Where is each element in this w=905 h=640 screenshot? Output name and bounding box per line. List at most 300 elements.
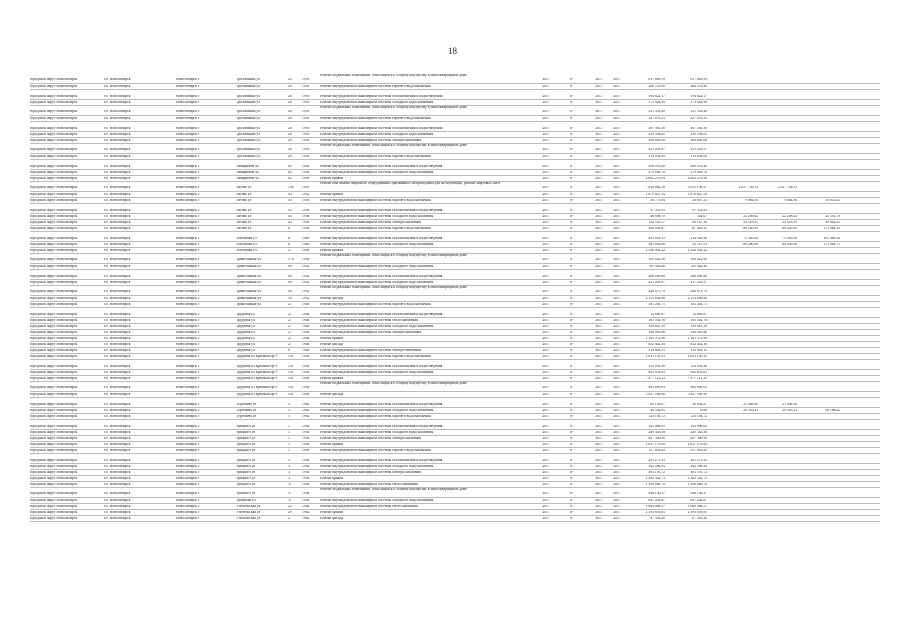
cell-district: г.о. Новосибирск <box>104 402 131 406</box>
cell-build-year: 1962 <box>302 408 310 412</box>
cell-locality: Новосибирск г <box>176 354 200 358</box>
cell-house-number: 3 <box>288 464 290 468</box>
cell-fund-cost: 1 670 847,54 <box>687 192 707 196</box>
cell-street: Титова ул <box>236 220 252 224</box>
cell-end-year: 2017 <box>613 280 621 284</box>
cell-fund-cost: 239 594,05 <box>690 132 707 136</box>
cell-municipality: городской округ Новосибирск <box>30 192 78 196</box>
cell-total-cost: 647 202,87 <box>648 498 665 502</box>
cell-municipality: городской округ Новосибирск <box>30 176 78 180</box>
cell-house-number: 27 <box>288 248 292 252</box>
cell-work-type: Ремонт внутридомовой инженерной системы газоснабжения и водоотведения <box>320 208 443 212</box>
cell-locality: Новосибирск г <box>176 476 200 480</box>
cell-fund-cost: 1 165 372,96 <box>687 336 707 340</box>
cell-end-year: 2017 <box>613 414 621 418</box>
cell-district: г.о. Новосибирск <box>104 132 131 136</box>
cell-start-year: 2017 <box>595 257 603 261</box>
cell-total-cost: 1 390 660,70 <box>645 482 665 486</box>
table-row <box>30 182 880 192</box>
cell-house-number: 5 <box>288 414 290 418</box>
cell-street: Трикотажная ул <box>236 264 261 268</box>
cell-fund-cost: 214 582,98 <box>690 236 707 240</box>
cell-end-year: 2017 <box>613 100 621 104</box>
cell-start-year: 2017 <box>595 154 603 158</box>
cell-start-year: 2017 <box>595 342 603 346</box>
cell-locality: Новосибирск г <box>176 236 200 240</box>
cell-municipality: городской округ Новосибирск <box>30 257 78 261</box>
cell-district: г.о. Новосибирск <box>104 312 131 316</box>
cell-municipality: городской округ Новосибирск <box>30 510 78 514</box>
cell-priority: 6* <box>570 77 574 81</box>
cell-locality: Новосибирск г <box>176 504 200 508</box>
cell-plan-year: 2017 <box>542 280 550 284</box>
cell-municipality: городской округ Новосибирск <box>30 354 78 358</box>
cell-district: г.о. Новосибирск <box>104 109 131 113</box>
cell-municipality: городской округ Новосибирск <box>30 185 78 189</box>
cell-build-year: 1948 <box>302 330 310 334</box>
cell-plan-year: 2017 <box>542 324 550 328</box>
cell-plan-year: 2017 <box>542 257 550 261</box>
table-row <box>30 84 880 90</box>
cell-street: Трудовая ул Красный пр-т <box>236 370 278 374</box>
cell-priority: 6* <box>570 342 574 346</box>
cell-street: Трикотажная ул <box>236 274 261 278</box>
cell-locality: Новосибирск г <box>176 442 200 446</box>
cell-locality: Новосибирск г <box>176 208 200 212</box>
cell-total-cost: 1 669 046,57 <box>645 504 665 508</box>
cell-plan-year: 2017 <box>542 289 550 293</box>
cell-locality: Новосибирск г <box>176 408 200 412</box>
cell-build-year: 1948 <box>302 498 310 502</box>
cell-end-year: 2017 <box>613 296 621 300</box>
table-row <box>30 392 880 398</box>
cell-fund-cost: 4 082 270,94 <box>687 176 707 180</box>
cell-locality: Новосибирск г <box>176 470 200 474</box>
cell-total-cost: 89 192,07 <box>650 402 665 406</box>
cell-district: г.о. Новосибирск <box>104 242 131 246</box>
cell-locality: Новосибирск г <box>176 185 200 189</box>
cell-plan-year: 2017 <box>542 424 550 428</box>
cell-work-type: Ремонт внутридомовой инженерной системы холодного водоснабжения <box>320 498 434 502</box>
cell-start-year: 2017 <box>595 164 603 168</box>
cell-municipality: городской округ Новосибирск <box>30 504 78 508</box>
cell-start-year: 2017 <box>595 192 603 196</box>
cell-plan-year: 2017 <box>542 392 550 396</box>
cell-subsidy-a: 9 884,94 <box>745 198 758 202</box>
cell-end-year: 2017 <box>613 220 621 224</box>
table-row <box>30 354 880 360</box>
cell-fund-cost: 30 802,87 <box>692 402 707 406</box>
cell-end-year: 2017 <box>613 154 621 158</box>
cell-municipality: городской округ Новосибирск <box>30 318 78 322</box>
cell-start-year: 2017 <box>595 504 603 508</box>
cell-municipality: городской округ Новосибирск <box>30 516 78 520</box>
cell-fund-cost: 97 353,83 <box>692 208 707 212</box>
cell-district: г.о. Новосибирск <box>104 236 131 240</box>
cell-plan-year: 2017 <box>542 436 550 440</box>
cell-build-year: 1948 <box>302 348 310 352</box>
cell-work-type: Ремонт внутридомовой инженерной системы газоснабжения и водоотведения <box>320 402 443 406</box>
cell-total-cost: 342 596,94 <box>648 464 665 468</box>
cell-house-number: 27 <box>288 336 292 340</box>
cell-work-type: Ремонт внутридомовой инженерной системы холодного водоснабжения <box>320 408 434 412</box>
cell-build-year: 1958 <box>302 214 310 218</box>
cell-start-year: 2017 <box>595 516 603 520</box>
cell-build-year: 1930 <box>302 248 310 252</box>
cell-subsidy-a: 75 565,08 <box>743 236 758 240</box>
cell-start-year: 2017 <box>595 274 603 278</box>
cell-work-type: Ремонт внутридомовой инженерной системы холодного водоснабжения <box>320 214 434 218</box>
cell-start-year: 2017 <box>595 170 603 174</box>
cell-total-cost: 451 203,97 <box>648 147 665 151</box>
cell-street: Трудовая ул <box>236 312 255 316</box>
cell-priority: 6* <box>570 84 574 88</box>
cell-end-year: 2017 <box>613 424 621 428</box>
cell-fund-cost: 417 203,97 <box>690 280 707 284</box>
cell-priority: 6* <box>570 430 574 434</box>
cell-street: Урицкого ул <box>236 491 256 495</box>
cell-owners-funds: 49 662,31 <box>825 220 840 224</box>
cell-house-number: 22 <box>288 504 292 508</box>
cell-work-type: Ремонт внутридомовой инженерной системы электроснабжения <box>320 348 422 352</box>
cell-priority: 6* <box>570 274 574 278</box>
cell-total-cost: 162 906,63 <box>648 424 665 428</box>
cell-street: Троллейный ул <box>236 84 260 88</box>
cell-locality: Новосибирск г <box>176 491 200 495</box>
cell-street: Титова ул <box>236 185 252 189</box>
cell-municipality: городской округ Новосибирск <box>30 198 78 202</box>
cell-fund-cost: 266 578,40 <box>690 84 707 88</box>
cell-start-year: 2017 <box>595 94 603 98</box>
cell-build-year: 1962 <box>302 414 310 418</box>
cell-locality: Новосибирск г <box>176 126 200 130</box>
cell-district: г.о. Новосибирск <box>104 220 131 224</box>
cell-street: Тополевая ул <box>236 236 257 240</box>
cell-total-cost: 97 353,83 <box>650 208 665 212</box>
cell-fund-cost: 607 300,98 <box>690 436 707 440</box>
cell-locality: Новосибирск г <box>176 510 200 514</box>
cell-locality: Новосибирск г <box>176 77 200 81</box>
cell-plan-year: 2017 <box>542 77 550 81</box>
cell-end-year: 2017 <box>613 448 621 452</box>
cell-work-type: Ремонт внутридомовой инженерной системы газоснабжения и водоотведения <box>320 236 443 240</box>
cell-district: г.о. Новосибирск <box>104 448 131 452</box>
cell-priority: 6* <box>570 318 574 322</box>
cell-plan-year: 2017 <box>542 302 550 306</box>
cell-total-cost: 46 698,70 <box>650 214 665 218</box>
cell-district: г.о. Новосибирск <box>104 458 131 462</box>
cell-plan-year: 2017 <box>542 264 550 268</box>
cell-end-year: 2017 <box>613 242 621 246</box>
cell-house-number: 3 <box>288 458 290 462</box>
cell-street: Титова ул <box>236 208 252 212</box>
cell-end-year: 2017 <box>613 324 621 328</box>
cell-municipality: городской округ Новосибирск <box>30 280 78 284</box>
cell-total-cost: 2 193 859,81 <box>645 510 665 514</box>
cell-total-cost: 286 090,80 <box>648 274 665 278</box>
cell-plan-year: 2017 <box>542 192 550 196</box>
cell-district: г.о. Новосибирск <box>104 364 131 368</box>
cell-locality: Новосибирск г <box>176 458 200 462</box>
cell-end-year: 2017 <box>613 336 621 340</box>
cell-house-number: 101 <box>288 392 294 396</box>
cell-district: г.о. Новосибирск <box>104 138 131 142</box>
cell-work-type: Ремонт внутридомовой инженерной системы электроснабжения <box>320 436 422 440</box>
cell-house-number: 45 <box>288 208 292 212</box>
cell-locality: Новосибирск г <box>176 220 200 224</box>
cell-build-year: 1958 <box>302 176 310 180</box>
cell-fund-cost: 5 827 590,90 <box>687 392 707 396</box>
cell-work-type: Ремонт фасада <box>320 516 344 520</box>
cell-fund-cost: 354,07 <box>696 214 707 218</box>
cell-end-year: 2017 <box>613 208 621 212</box>
cell-build-year: 1936 <box>302 458 310 462</box>
cell-end-year: 2017 <box>613 257 621 261</box>
cell-total-cost: 123 194,72 <box>648 414 665 418</box>
cell-start-year: 2017 <box>595 138 603 142</box>
cell-work-type: Ремонт внутридомовой инженерной системы горячего водоснабжения <box>320 302 431 306</box>
cell-total-cost: 154 033,96 <box>648 364 665 368</box>
cell-street: Трудовая ул Красный пр-т <box>236 385 278 389</box>
cell-plan-year: 2017 <box>542 248 550 252</box>
cell-end-year: 2017 <box>613 126 621 130</box>
cell-start-year: 2017 <box>595 498 603 502</box>
cell-priority: 6* <box>570 424 574 428</box>
cell-locality: Новосибирск г <box>176 214 200 218</box>
cell-street: Трудовая ул Красный пр-т <box>236 392 278 396</box>
cell-build-year: 1936 <box>302 448 310 452</box>
table-row <box>30 74 880 84</box>
cell-locality: Новосибирск г <box>176 94 200 98</box>
cell-municipality: городской округ Новосибирск <box>30 348 78 352</box>
cell-build-year: 1936 <box>302 476 310 480</box>
cell-street: Троллейный ул <box>236 132 260 136</box>
cell-start-year: 2017 <box>595 348 603 352</box>
cell-start-year: 2017 <box>595 470 603 474</box>
cell-priority: 6* <box>570 470 574 474</box>
cell-end-year: 2017 <box>613 510 621 514</box>
cell-plan-year: 2017 <box>542 448 550 452</box>
cell-build-year: 1936 <box>302 482 310 486</box>
cell-end-year: 2017 <box>613 442 621 446</box>
cell-district: г.о. Новосибирск <box>104 442 131 446</box>
cell-start-year: 2017 <box>595 324 603 328</box>
cell-street: Троллейный ул <box>236 100 260 104</box>
cell-street: Урицкого ул <box>236 436 256 440</box>
cell-district: г.о. Новосибирск <box>104 408 131 412</box>
cell-subsidy-b: 22 298,82 <box>782 214 797 218</box>
table-row <box>30 488 880 498</box>
cell-street: Трудовая ул Красный пр-т <box>236 376 278 380</box>
cell-priority: 6* <box>570 330 574 334</box>
cell-start-year: 2017 <box>595 458 603 462</box>
cell-locality: Новосибирск г <box>176 302 200 306</box>
cell-house-number: 27 <box>288 312 292 316</box>
cell-work-type: Ремонт фасада <box>320 342 344 346</box>
cell-fund-cost: 498 976,40 <box>690 164 707 168</box>
cell-build-year: 1959 <box>302 126 310 130</box>
cell-district: г.о. Новосибирск <box>104 170 131 174</box>
cell-district: г.о. Новосибирск <box>104 392 131 396</box>
cell-work-type: Ремонт внутридомовой инженерной системы горячего водоснабжения <box>320 116 431 120</box>
cell-locality: Новосибирск г <box>176 498 200 502</box>
cell-start-year: 2017 <box>595 464 603 468</box>
cell-subsidy-b: 75 565,08 <box>782 236 797 240</box>
cell-work-type: Ремонт внутридомовой инженерной системы газоснабжения и водоотведения <box>320 364 443 368</box>
cell-end-year: 2017 <box>613 318 621 322</box>
cell-build-year: 1952 <box>302 296 310 300</box>
cell-priority: 6* <box>570 385 574 389</box>
cell-municipality: городской округ Новосибирск <box>30 424 78 428</box>
cell-street: Учительская ул <box>236 504 261 508</box>
cell-priority: 6* <box>570 324 574 328</box>
cell-work-type: Ремонт крыши <box>320 176 344 180</box>
cell-work-type: Ремонт внутридомовой инженерной системы электроснабжения <box>320 330 422 334</box>
page-number: 18 <box>448 46 457 56</box>
cell-street: Урицкого ул <box>236 424 256 428</box>
cell-start-year: 2017 <box>595 491 603 495</box>
cell-plan-year: 2017 <box>542 312 550 316</box>
cell-plan-year: 2017 <box>542 370 550 374</box>
cell-municipality: городской округ Новосибирск <box>30 248 78 252</box>
cell-locality: Новосибирск г <box>176 116 200 120</box>
cell-house-number: 27 <box>288 342 292 346</box>
cell-build-year: 1952 <box>302 274 310 278</box>
cell-municipality: городской округ Новосибирск <box>30 154 78 158</box>
cell-plan-year: 2017 <box>542 504 550 508</box>
cell-priority: 6* <box>570 289 574 293</box>
cell-priority: 6* <box>570 312 574 316</box>
cell-locality: Новосибирск г <box>176 132 200 136</box>
cell-work-type: Ремонт крыши <box>320 442 344 446</box>
cell-street: Урицкого ул <box>236 442 256 446</box>
cell-end-year: 2017 <box>613 458 621 462</box>
cell-plan-year: 2017 <box>542 274 550 278</box>
cell-plan-year: 2017 <box>542 476 550 480</box>
cell-priority: 6* <box>570 214 574 218</box>
cell-start-year: 2017 <box>595 312 603 316</box>
cell-priority: 6* <box>570 198 574 202</box>
cell-district: г.о. Новосибирск <box>104 516 131 520</box>
cell-total-cost: 2 540 902,42 <box>645 248 665 252</box>
cell-end-year: 2017 <box>613 392 621 396</box>
cell-subsidy-b: 9 884,94 <box>784 198 797 202</box>
cell-street: Тополевая ул <box>236 248 257 252</box>
cell-fund-cost: 448 673,79 <box>690 289 707 293</box>
cell-house-number: 3 <box>288 470 290 474</box>
cell-district: г.о. Новосибирск <box>104 100 131 104</box>
cell-start-year: 2017 <box>595 176 603 180</box>
cell-end-year: 2017 <box>613 470 621 474</box>
cell-total-cost: 181 202,71 <box>648 302 665 306</box>
cell-municipality: городской округ Новосибирск <box>30 464 78 468</box>
cell-total-cost: 2 031 139,31 <box>645 354 665 358</box>
cell-street: Тургенева ул <box>236 408 257 412</box>
cell-street: Тимирязева ул <box>236 176 259 180</box>
cell-house-number: 101 <box>288 370 294 374</box>
cell-priority: 6* <box>570 402 574 406</box>
cell-total-cost: 266 578,40 <box>648 84 665 88</box>
cell-fund-cost: 342 596,94 <box>690 464 707 468</box>
cell-end-year: 2017 <box>613 364 621 368</box>
row-divider <box>30 359 880 360</box>
cell-plan-year: 2017 <box>542 214 550 218</box>
cell-work-type: Ремонт подвальных помещений, относящихся к общему имуществу в многоквартирном доме <box>320 286 467 289</box>
cell-house-number: 1 <box>288 436 290 440</box>
cell-municipality: городской округ Новосибирск <box>30 289 78 293</box>
cell-house-number: 176 <box>288 257 294 261</box>
cell-house-number: 45 <box>288 214 292 218</box>
cell-end-year: 2017 <box>613 482 621 486</box>
cell-end-year: 2017 <box>613 164 621 168</box>
cell-street: Троллейный ул <box>236 138 260 142</box>
cell-house-number: 26 <box>288 100 292 104</box>
cell-total-cost: 249 343,56 <box>648 430 665 434</box>
cell-street: Урицкого ул <box>236 448 256 452</box>
cell-locality: Новосибирск г <box>176 318 200 322</box>
cell-house-number: 28 <box>288 154 292 158</box>
cell-plan-year: 2017 <box>542 442 550 446</box>
cell-end-year: 2017 <box>613 236 621 240</box>
cell-priority: 6* <box>570 364 574 368</box>
cell-locality: Новосибирск г <box>176 138 200 142</box>
cell-house-number: 8 <box>288 226 290 230</box>
cell-build-year: 1952 <box>302 264 310 268</box>
cell-total-cost: 194 622,17 <box>648 94 665 98</box>
cell-plan-year: 2017 <box>542 516 550 520</box>
cell-build-year: 1936 <box>302 442 310 446</box>
cell-end-year: 2017 <box>613 274 621 278</box>
cell-start-year: 2017 <box>595 289 603 293</box>
cell-priority: 6* <box>570 242 574 246</box>
cell-district: г.о. Новосибирск <box>104 318 131 322</box>
cell-work-type: Ремонт фасада <box>320 392 344 396</box>
cell-fund-cost: 319 054,09 <box>690 154 707 158</box>
cell-work-type: Ремонт внутридомовой инженерной системы электроснабжения <box>320 138 422 142</box>
cell-house-number: 37 <box>288 482 292 486</box>
cell-build-year: 1959 <box>302 94 310 98</box>
cell-fund-cost: 140 083,86 <box>690 330 707 334</box>
cell-locality: Новосибирск г <box>176 464 200 468</box>
cell-priority: 6* <box>570 436 574 440</box>
cell-build-year: 1962 <box>302 402 310 406</box>
cell-fund-cost: 199 681,39 <box>690 324 707 328</box>
cell-street: Троллейный ул <box>236 126 260 130</box>
cell-work-type: Ремонт внутридомовой инженерной системы холодного водоснабжения <box>320 370 434 374</box>
cell-work-type: Ремонт внутридомовой инженерной системы горячего водоснабжения <box>320 414 431 418</box>
cell-house-number: 1 <box>288 448 290 452</box>
cell-total-cost: 946 130,37 <box>648 491 665 495</box>
cell-fund-cost: 162 906,63 <box>690 424 707 428</box>
cell-municipality: городской округ Новосибирск <box>30 170 78 174</box>
cell-municipality: городской округ Новосибирск <box>30 220 78 224</box>
cell-build-year: 1930 <box>302 354 310 358</box>
table-row <box>30 116 880 122</box>
cell-priority: 6* <box>570 280 574 284</box>
cell-street: Урманова ул <box>236 498 256 502</box>
cell-locality: Новосибирск г <box>176 147 200 151</box>
cell-work-type: Ремонт внутридомовой инженерной системы газоснабжения и водоотведения <box>320 312 443 316</box>
cell-locality: Новосибирск г <box>176 436 200 440</box>
cell-priority: 6* <box>570 354 574 358</box>
cell-total-cost: 140 083,86 <box>648 330 665 334</box>
cell-start-year: 2017 <box>595 436 603 440</box>
cell-end-year: 2017 <box>613 176 621 180</box>
cell-house-number: 49 <box>288 280 292 284</box>
cell-locality: Новосибирск г <box>176 324 200 328</box>
cell-fund-cost: 25 115,53 <box>692 242 707 246</box>
cell-fund-cost: 982 833,63 <box>690 370 707 374</box>
